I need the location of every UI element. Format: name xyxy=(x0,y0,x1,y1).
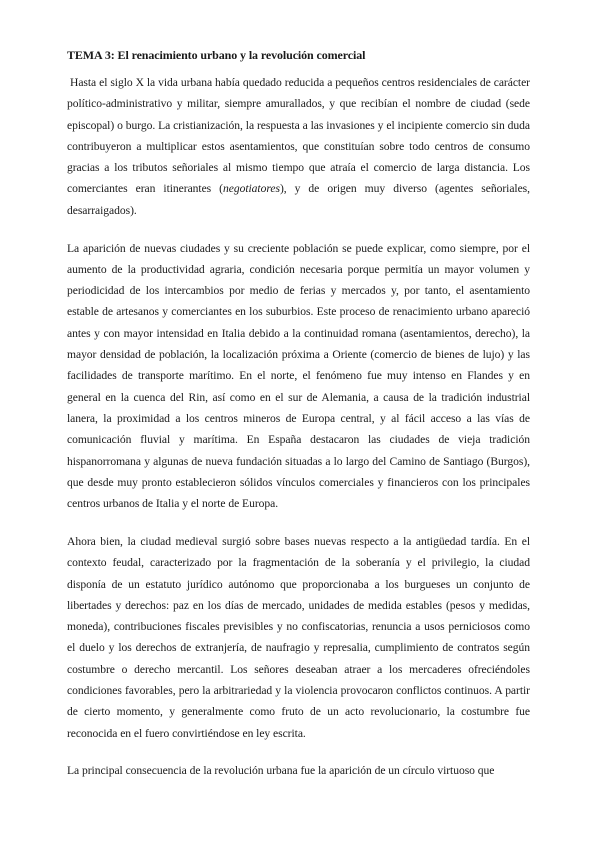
paragraph-1-emphasis: negotiatores xyxy=(223,182,280,196)
document-page xyxy=(67,47,530,798)
paragraph-3: Ahora bien, la ciudad medieval surgió sobre bases nuevas respecto a la antigüedad tardía. En el contexto feudal, caracterizado por la fragmentación de la soberanía y el privilegio, la ciudad disponía de un estatuto jurídico autónomo que proporcionaba a los burgueses un conjunto de libertades y derechos: paz en los días de mercado, unidades de medida estables (pesos y medidas, moneda), contribuciones fiscales previsibles y no confiscatorias, renuncia a usos perniciosos como el duelo y los derechos de extranjería, de naufragio y represalia, cumplimiento de contratos según costumbre o derecho mercantil. Los señores deseaban atraer a los mercaderes ofreciéndoles condiciones favorables, pero la arbitrariedad y la violencia provocaron conflictos continuos. A partir de cierto momento, y generalmente como fruto de un acto revolucionario, la costumbre fue reconocida en el fuero convirtiéndose en ley escrita. xyxy=(67,534,530,740)
paragraph-4: La principal consecuencia de la revolución urbana fue la aparición de un círculo virtuoso que xyxy=(67,764,495,778)
page-title: TEMA 3: El renacimiento urbano y la revolución comercial xyxy=(67,48,366,62)
paragraph-1-text-before: Hasta el siglo X la vida urbana había quedado reducida a pequeños centros residenciales de carácter político-administrativo y militar, siempre amurallados, y que recibían el nombre de ciudad (sede episcopal) o burgo. La cristianización, la respuesta a las invasiones y el incipiente comercio sin duda contribuyeron a multiplicar estos asentamientos, que constituían sobre todo centros de consumo gracias a los tributos señoriales al mismo tiempo que atraía el comercio de larga distancia. Los comerciantes eran itinerantes ( xyxy=(67,76,530,196)
paragraph-1-text-after: ), y de origen muy diverso (agentes señoriales, desarraigados). xyxy=(67,182,530,217)
paragraph-1 xyxy=(67,72,530,221)
paragraph-2: La aparición de nuevas ciudades y su creciente población se puede explicar, como siempre, por el aumento de la productividad agraria, condición necesaria porque permitía un mayor volumen y periodicidad de los intercambios por medio de ferias y mercados y, por tanto, el asentamiento estable de artesanos y comerciantes en los suburbios. Este proceso de renacimiento urbano apareció antes y con mayor intensidad en Italia debido a la continuidad romana (asentamientos, derecho), la mayor densidad de población, la localización próxima a Oriente (comercio de bienes de lujo) y las facilidades de transporte marítimo. En el norte, el fenómeno fue muy intenso en Flandes y en general en la cuenca del Rin, así como en el sur de Alemania, a causa de la tradición industrial lanera, la proximidad a los centros mineros de Europa central, y al fácil acceso a las vías de comunicación fluvial y marítima. En España destacaron las ciudades de vieja tradición hispanorromana y algunas de nueva fundación situadas a lo largo del Camino de Santiago (Burgos), que desde muy pronto establecieron sólidos vínculos comerciales y financieros con los principales centros urbanos de Italia y el norte de Europa. xyxy=(67,241,530,511)
